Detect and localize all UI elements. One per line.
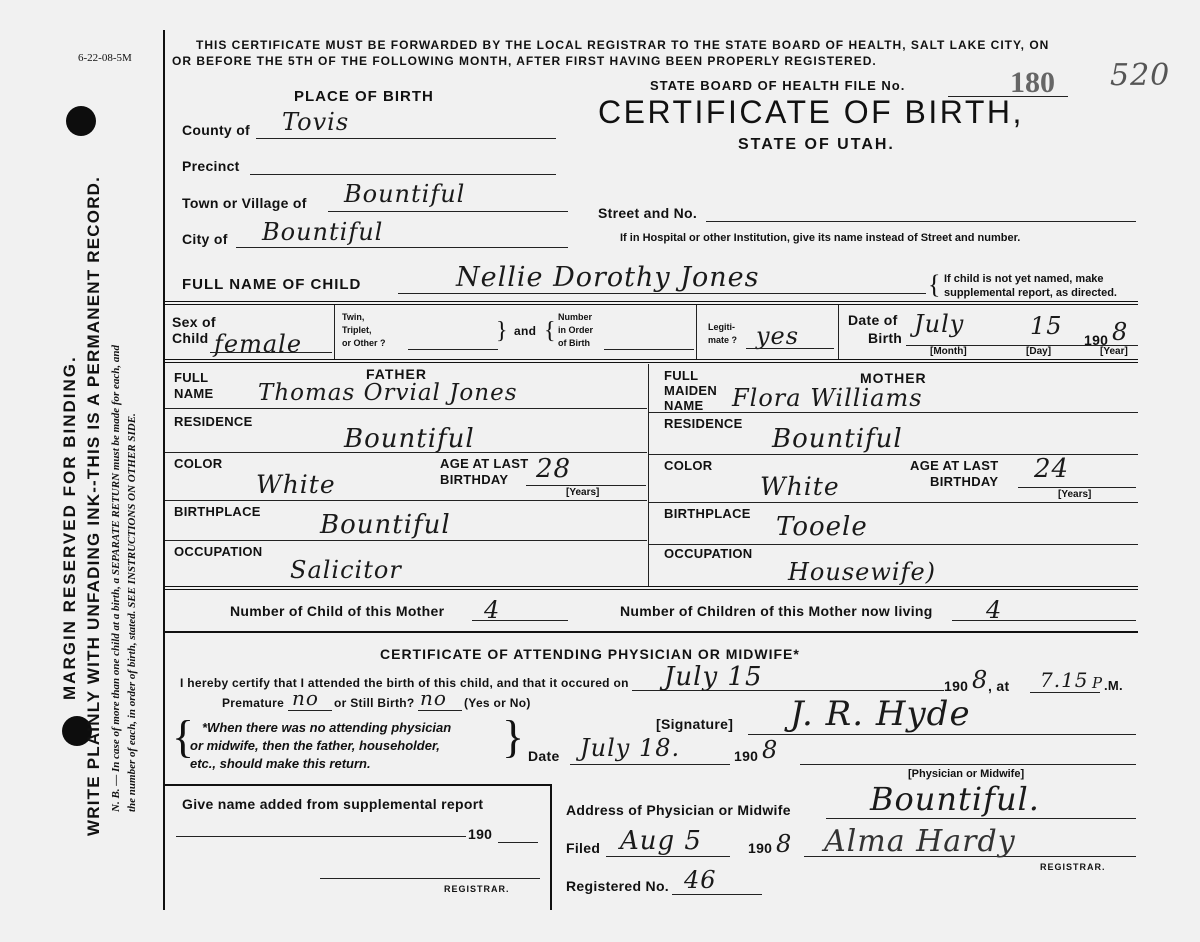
county-value: Tovis: [282, 108, 350, 136]
supplemental-label: Give name added from supplemental report: [182, 796, 484, 812]
filed-label: Filed: [566, 840, 601, 856]
mother-age-label-1: AGE AT LAST: [910, 458, 999, 473]
child-number-label: Number of Child of this Mother: [230, 603, 445, 619]
physician-time-value: 7.15: [1040, 668, 1089, 692]
filed-year-suffix: 8: [776, 830, 793, 858]
order-label-1: Number: [558, 312, 593, 322]
father-occupation-value: Salicitor: [290, 556, 402, 584]
father-years-caption: Years: [569, 487, 597, 498]
registrar-signature: Alma Hardy: [824, 824, 1016, 859]
file-number-label: STATE BOARD OF HEALTH FILE No.: [650, 78, 906, 93]
supplemental-registrar-caption: REGISTRAR.: [444, 884, 510, 894]
sex-value: female: [214, 330, 303, 358]
dob-day-value: 15: [1030, 312, 1063, 340]
father-color-value: White: [256, 470, 336, 499]
legitimate-value: yes: [756, 322, 800, 350]
mother-name-label-1: FULL: [664, 368, 699, 383]
day-caption: Day: [1029, 346, 1048, 357]
unnamed-note-line-1: If child is not yet named, make: [944, 273, 1104, 285]
child-name-value: Nellie Dorothy Jones: [456, 262, 760, 293]
year-caption: Year: [1103, 346, 1125, 357]
father-name-label-2: NAME: [174, 386, 214, 401]
physician-note-line-2: or midwife, then the father, householder,: [190, 738, 440, 753]
twin-label-2: Triplet,: [342, 325, 372, 335]
physician-birth-date: July 15: [664, 662, 763, 692]
margin-permanent-record: WRITE PLAINLY WITH UNFADING INK--THIS IS A PERMANENT RECORD.: [84, 175, 103, 836]
date-year-prefix: 190: [734, 748, 759, 764]
place-of-birth-heading: PLACE OF BIRTH: [294, 88, 434, 105]
child-number-value: 4: [484, 596, 501, 624]
file-number-value: 180: [1010, 66, 1055, 99]
hospital-note: If in Hospital or other Institution, give its name instead of Street and number.: [620, 232, 1021, 244]
street-label: Street and No.: [598, 205, 698, 221]
filed-year-prefix: 190: [748, 840, 773, 856]
date-value: July 18.: [580, 734, 681, 762]
sex-label-2: Child: [172, 330, 209, 346]
children-living-label: Number of Children of this Mother now living: [620, 603, 933, 619]
county-label: County of: [182, 122, 251, 138]
mother-color-label: COLOR: [664, 458, 713, 473]
father-heading: FATHER: [366, 366, 427, 382]
physician-time-suffix: P: [1092, 674, 1104, 692]
father-age-label-1: AGE AT LAST: [440, 456, 529, 471]
supplemental-year-prefix: 190: [468, 826, 493, 842]
mother-years-caption: Years: [1061, 489, 1089, 500]
city-value: Bountiful: [262, 218, 384, 246]
address-label: Address of Physician or Midwife: [566, 802, 791, 818]
father-birthplace-value: Bountiful: [320, 510, 451, 540]
corner-number: 520: [1110, 58, 1171, 93]
children-living-value: 4: [986, 596, 1003, 624]
mother-age-value: 24: [1034, 454, 1070, 484]
stillbirth-label: or Still Birth?: [334, 696, 415, 710]
date-label: Date: [528, 748, 560, 764]
city-label: City of: [182, 231, 228, 247]
mother-residence-value: Bountiful: [772, 424, 903, 454]
father-name-value: Thomas Orvial Jones: [258, 380, 518, 406]
mother-name-label-3: NAME: [664, 398, 704, 413]
dob-label-2: Birth: [868, 330, 903, 346]
premature-value: no: [292, 686, 319, 710]
mother-residence-label: RESIDENCE: [664, 416, 743, 431]
physician-caption: [Physician or Midwife]: [908, 768, 1025, 780]
child-name-label: FULL NAME OF CHILD: [182, 276, 362, 293]
address-value: Bountiful.: [870, 780, 1040, 818]
parents-divider: [648, 364, 649, 586]
certificate-subtitle: STATE OF UTAH.: [738, 136, 895, 153]
father-residence-label: RESIDENCE: [174, 414, 253, 429]
physician-heading: CERTIFICATE OF ATTENDING PHYSICIAN OR MIDWIFE*: [380, 646, 800, 662]
twin-label-1: Twin,: [342, 312, 365, 322]
dob-month-value: July: [914, 310, 965, 338]
physician-year-suffix: 8: [972, 666, 989, 694]
mother-occupation-value: Housewife): [788, 558, 937, 586]
legitimate-label-1: Legiti-: [708, 322, 735, 332]
mother-name-value: Flora Williams: [732, 384, 923, 412]
mother-birthplace-value: Tooele: [776, 512, 868, 542]
filed-value: Aug 5: [620, 826, 702, 856]
town-label: Town or Village of: [182, 195, 307, 211]
unnamed-note-line-2: supplemental report, as directed.: [944, 287, 1117, 299]
father-birthplace-label: BIRTHPLACE: [174, 504, 261, 519]
margin-nb-line-1: N. B. — In case of more than one child at a birth, a SEPARATE RETURN must be made for each, and: [110, 344, 122, 812]
legitimate-label-2: mate ?: [708, 335, 738, 345]
order-label-3: of Birth: [558, 338, 590, 348]
father-age-label-2: BIRTHDAY: [440, 472, 509, 487]
form-code: 6-22-08-5M: [78, 52, 132, 64]
mother-heading: MOTHER: [860, 370, 927, 386]
date-year-suffix: 8: [762, 736, 779, 764]
father-age-value: 28: [536, 454, 572, 484]
header-notice-line-2: OR BEFORE THE 5TH OF THE FOLLOWING MONTH, AFTER FIRST HAVING BEEN PROPERLY REGISTERED.: [172, 54, 877, 68]
dob-label-1: Date of: [848, 312, 898, 328]
and-label: and: [514, 324, 537, 338]
month-caption: Month: [933, 346, 964, 357]
time-at-label: , at: [988, 678, 1010, 694]
father-residence-value: Bountiful: [344, 424, 475, 454]
physician-note-line-1: *When there was no attending physician: [202, 720, 452, 735]
mother-occupation-label: OCCUPATION: [664, 546, 753, 561]
certify-text: I hereby certify that I attended the birth of this child, and that it occured on: [180, 676, 629, 690]
margin-binding-notice: MARGIN RESERVED FOR BINDING.: [60, 355, 79, 700]
form-left-border: [163, 30, 165, 910]
physician-note-line-3: etc., should make this return.: [190, 756, 371, 771]
dob-year-prefix: 190: [1084, 332, 1109, 348]
twin-label-3: or Other ?: [342, 338, 386, 348]
premature-label: Premature: [222, 696, 285, 710]
filing-registrar-caption: REGISTRAR.: [1040, 862, 1106, 872]
town-value: Bountiful: [344, 180, 466, 208]
margin-nb-line-2: the number of each, in order of birth, stated. SEE INSTRUCTIONS ON OTHER SIDE.: [126, 413, 138, 812]
sex-label-1: Sex of: [172, 314, 216, 330]
mother-age-label-2: BIRTHDAY: [930, 474, 999, 489]
mother-name-label-2: MAIDEN: [664, 383, 718, 398]
father-name-label-1: FULL: [174, 370, 209, 385]
unnamed-brace: {: [928, 270, 941, 299]
order-label-2: in Order: [558, 325, 594, 335]
father-color-label: COLOR: [174, 456, 223, 471]
dob-year-suffix: 8: [1112, 318, 1129, 346]
certificate-page: 6-22-08-5M MARGIN RESERVED FOR BINDING. WRITE PLAINLY WITH UNFADING INK--THIS IS A PERMANENT RECORD. N. B. — In case of more than one child at a birth, a SEPARATE RETURN must be made for each, and the number of each, in order of birth, stated. SEE INSTRUCTIONS ON OTHER SIDE. THIS CERTIFICATE MUST BE FORWARDED BY THE LOCAL REGISTRAR TO THE STATE BOARD OF HEALTH, SALT LAKE CITY, ON OR BEFORE THE 5TH OF THE FOLLOWING MONTH, AFTER FIRST HAVING BEEN PROPERLY REGISTERED. STATE BOARD OF HEALTH FILE No. 180 520 CERTIFICATE OF BIRTH, STATE OF UTAH. PLACE OF BIRTH County of Tovis Precinct Town or Village of Bountiful City of Bountiful Street and No. If in Hospital or other Institution, give its name instead of Street and number. FULL NAME OF CHILD Nellie Dorothy Jones { If child is not yet named, make supplemental report, as directed. Sex of Child female Twin, Triplet, or Other ? } and { Number in Order of Birth Legiti- mate ? yes Date of Birth July 15 190 8 [Month] [Day] [Year] FATHER FULL NAME Thomas Orvial Jones RESIDENCE Bountiful COLOR White AGE AT LAST BIRTHDAY 28 [Years] BIRTHPLACE Bountiful OCCUPATION Salicitor MOTHER FULL MAIDEN NAME Flora Williams RESIDENCE Bountiful COLOR White AGE AT LAST BIRTHDAY 24 [Years] BIRTHPLACE Tooele OCCUPATION Housewife) Number of Child of this Mother 4 Number of Children of this Mother now living 4 CERTIFICATE OF ATTENDING PHYSICIAN OR MIDWIFE* I hereby certify that I attended the birth of this child, and that it occured on July 15 190 8 , at 7.15 P .M. Premature no or Still Birth? no (Yes or No) { *When there was no attending physician or midwife, then the father, householder, etc., should make this return. } [Signature] J. R. Hyde Date July 18. 190 8 [Physician or Midwife] Give name added from supplemental report 190 REGISTRAR. Address of Physician or Midwife Bountiful. Filed Aug 5 190 8 Alma Hardy REGISTRAR. Registered No. 46: [0, 0, 1200, 942]
certificate-title: CERTIFICATE OF BIRTH,: [598, 94, 1024, 130]
mother-birthplace-label: BIRTHPLACE: [664, 506, 751, 521]
registered-label: Registered No.: [566, 878, 669, 894]
physician-year-prefix: 190: [944, 678, 969, 694]
time-m-label: .M.: [1104, 678, 1123, 693]
binding-hole-top: [66, 106, 96, 136]
stillbirth-value: no: [420, 686, 447, 710]
mother-color-value: White: [760, 472, 840, 501]
header-notice-line-1: THIS CERTIFICATE MUST BE FORWARDED BY THE LOCAL REGISTRAR TO THE STATE BOARD OF HEALTH, SALT LAKE CITY, ON: [196, 38, 1050, 52]
yes-no-label: (Yes or No): [464, 696, 531, 710]
signature-label: [Signature]: [656, 716, 734, 732]
registered-value: 46: [684, 866, 717, 894]
father-occupation-label: OCCUPATION: [174, 544, 263, 559]
signature-value: J. R. Hyde: [790, 694, 971, 734]
precinct-label: Precinct: [182, 158, 240, 174]
